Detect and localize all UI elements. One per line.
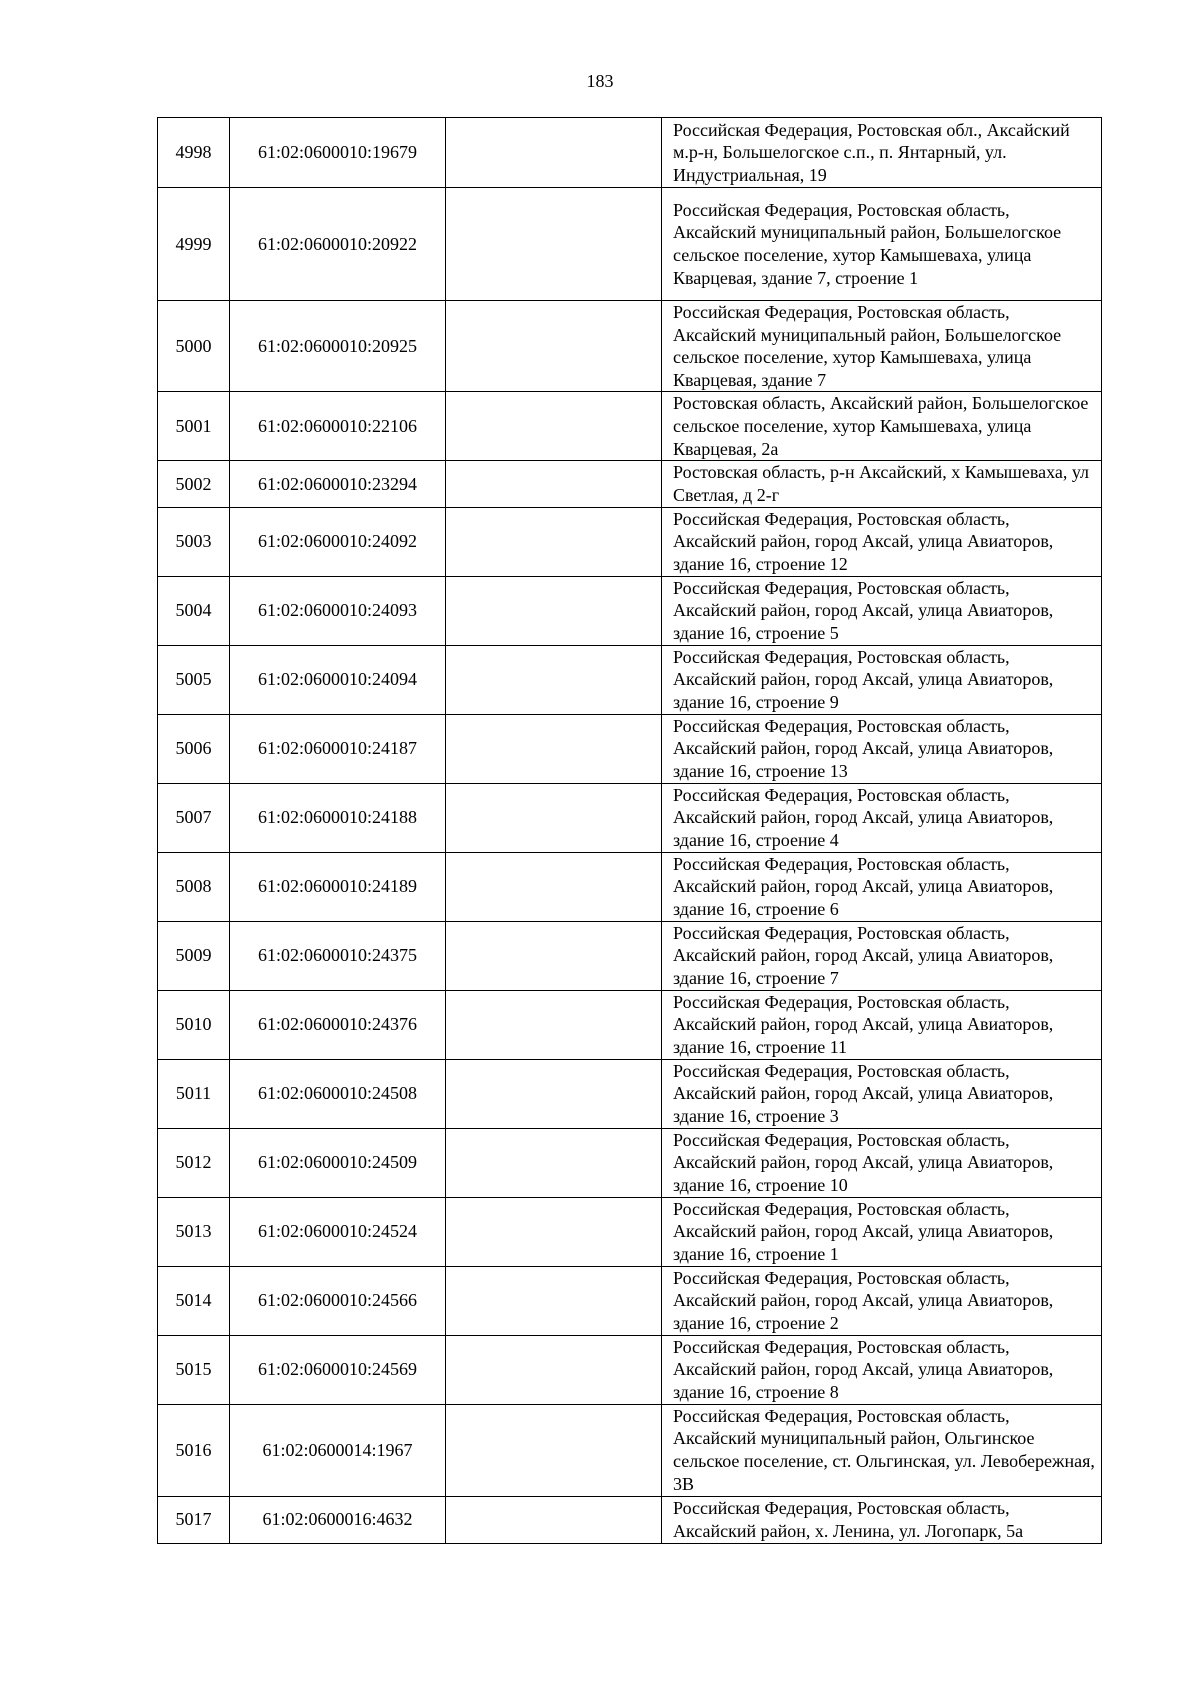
row-number-cell: 5017 (158, 1496, 230, 1543)
table-row (158, 783, 1102, 852)
cadastral-number-cell: 61:02:0600010:24375 (230, 921, 446, 990)
row-number-cell: 5014 (158, 1266, 230, 1335)
table-row (158, 852, 1102, 921)
cadastral-number-cell: 61:02:0600010:24188 (230, 783, 446, 852)
address-cell: Российская Федерация, Ростовская область, Аксайский район, город Аксай, улица Авиаторов, здание 16, строение 6 (662, 852, 1102, 921)
cadastral-number-cell: 61:02:0600010:22106 (230, 392, 446, 461)
cadastral-number-cell: 61:02:0600010:24376 (230, 990, 446, 1059)
cadastral-number-cell: 61:02:0600010:24093 (230, 576, 446, 645)
address-cell: Ростовская область, р-н Аксайский, х Камышеваха, ул Светлая, д 2-г (662, 461, 1102, 507)
row-number-cell: 5001 (158, 392, 230, 461)
cadastral-number-cell: 61:02:0600010:20922 (230, 188, 446, 301)
row-number-cell: 5007 (158, 783, 230, 852)
cadastral-number-cell: 61:02:0600010:19679 (230, 118, 446, 188)
table-row (158, 1335, 1102, 1404)
empty-cell (446, 714, 662, 783)
row-number-cell: 5010 (158, 990, 230, 1059)
table-row (158, 1128, 1102, 1197)
table-row (158, 188, 1102, 301)
cadastral-number-cell: 61:02:0600014:1967 (230, 1404, 446, 1496)
table-row (158, 118, 1102, 188)
empty-cell (446, 576, 662, 645)
empty-cell (446, 1404, 662, 1496)
empty-cell (446, 645, 662, 714)
empty-cell (446, 507, 662, 576)
empty-cell (446, 1197, 662, 1266)
row-number-cell: 5009 (158, 921, 230, 990)
address-cell: Российская Федерация, Ростовская область, Аксайский район, город Аксай, улица Авиаторов, здание 16, строение 10 (662, 1128, 1102, 1197)
table-row (158, 507, 1102, 576)
table-row (158, 301, 1102, 392)
empty-cell (446, 921, 662, 990)
cadastral-number-cell: 61:02:0600010:24189 (230, 852, 446, 921)
address-cell: Ростовская область, Аксайский район, Большелогское сельское поселение, хутор Камышеваха, улица Кварцевая, 2а (662, 392, 1102, 461)
row-number-cell: 5016 (158, 1404, 230, 1496)
address-cell: Российская Федерация, Ростовская область, Аксайский район, город Аксай, улица Авиаторов, здание 16, строение 13 (662, 714, 1102, 783)
table-row (158, 1059, 1102, 1128)
address-cell: Российская Федерация, Ростовская область, Аксайский район, город Аксай, улица Авиаторов, здание 16, строение 3 (662, 1059, 1102, 1128)
address-cell: Российская Федерация, Ростовская область, Аксайский район, город Аксай, улица Авиаторов, здание 16, строение 8 (662, 1335, 1102, 1404)
empty-cell (446, 1266, 662, 1335)
row-number-cell: 5003 (158, 507, 230, 576)
empty-cell (446, 188, 662, 301)
row-number-cell: 5008 (158, 852, 230, 921)
cadastral-number-cell: 61:02:0600010:24509 (230, 1128, 446, 1197)
row-number-cell: 5011 (158, 1059, 230, 1128)
table-row (158, 576, 1102, 645)
table-row (158, 645, 1102, 714)
empty-cell (446, 1335, 662, 1404)
cadastral-number-cell: 61:02:0600010:24566 (230, 1266, 446, 1335)
cadastral-number-cell: 61:02:0600016:4632 (230, 1496, 446, 1543)
address-cell: Российская Федерация, Ростовская область, Аксайский район, город Аксай, улица Авиаторов, здание 16, строение 5 (662, 576, 1102, 645)
table-row (158, 392, 1102, 461)
registry-table-body (158, 118, 1102, 1544)
table-row (158, 1197, 1102, 1266)
empty-cell (446, 783, 662, 852)
cadastral-number-cell: 61:02:0600010:20925 (230, 301, 446, 392)
address-cell: Российская Федерация, Ростовская область, Аксайский район, город Аксай, улица Авиаторов, здание 16, строение 2 (662, 1266, 1102, 1335)
address-cell: Российская Федерация, Ростовская область, Аксайский район, город Аксай, улица Авиаторов, здание 16, строение 1 (662, 1197, 1102, 1266)
registry-table (157, 117, 1102, 1544)
table-row (158, 990, 1102, 1059)
address-cell: Российская Федерация, Ростовская область, Аксайский район, город Аксай, улица Авиаторов, здание 16, строение 4 (662, 783, 1102, 852)
table-row (158, 921, 1102, 990)
table-row (158, 714, 1102, 783)
row-number-cell: 5004 (158, 576, 230, 645)
row-number-cell: 5000 (158, 301, 230, 392)
row-number-cell: 5002 (158, 461, 230, 507)
cadastral-number-cell: 61:02:0600010:24524 (230, 1197, 446, 1266)
cadastral-number-cell: 61:02:0600010:24094 (230, 645, 446, 714)
row-number-cell: 5005 (158, 645, 230, 714)
cadastral-number-cell: 61:02:0600010:24569 (230, 1335, 446, 1404)
address-cell: Российская Федерация, Ростовская область, Аксайский район, город Аксай, улица Авиаторов, здание 16, строение 12 (662, 507, 1102, 576)
cadastral-number-cell: 61:02:0600010:24187 (230, 714, 446, 783)
empty-cell (446, 461, 662, 507)
empty-cell (446, 1128, 662, 1197)
table-row (158, 1266, 1102, 1335)
row-number-cell: 5013 (158, 1197, 230, 1266)
empty-cell (446, 1059, 662, 1128)
row-number-cell: 5012 (158, 1128, 230, 1197)
row-number-cell: 4998 (158, 118, 230, 188)
address-cell: Российская Федерация, Ростовская область, Аксайский район, город Аксай, улица Авиаторов, здание 16, строение 9 (662, 645, 1102, 714)
cadastral-number-cell: 61:02:0600010:24092 (230, 507, 446, 576)
table-row (158, 1404, 1102, 1496)
empty-cell (446, 990, 662, 1059)
address-cell: Российская Федерация, Ростовская область, Аксайский муниципальный район, Большелогское сельское поселение, хутор Камышеваха, улица Кварцевая, здание 7 (662, 301, 1102, 392)
empty-cell (446, 1496, 662, 1543)
address-cell: Российская Федерация, Ростовская область, Аксайский муниципальный район, Большелогское сельское поселение, хутор Камышеваха, улица Кварцевая, здание 7, строение 1 (662, 188, 1102, 301)
row-number-cell: 4999 (158, 188, 230, 301)
table-row (158, 461, 1102, 507)
cadastral-number-cell: 61:02:0600010:23294 (230, 461, 446, 507)
empty-cell (446, 118, 662, 188)
address-cell: Российская Федерация, Ростовская область, Аксайский район, город Аксай, улица Авиаторов, здание 16, строение 11 (662, 990, 1102, 1059)
cadastral-number-cell: 61:02:0600010:24508 (230, 1059, 446, 1128)
address-cell: Российская Федерация, Ростовская обл., Аксайский м.р-н, Большелогское с.п., п. Янтарный, ул. Индустриальная, 19 (662, 118, 1102, 188)
address-cell: Российская Федерация, Ростовская область, Аксайский муниципальный район, Ольгинское сельское поселение, ст. Ольгинская, ул. Левобережная, 3В (662, 1404, 1102, 1496)
empty-cell (446, 392, 662, 461)
row-number-cell: 5015 (158, 1335, 230, 1404)
table-row (158, 1496, 1102, 1543)
address-cell: Российская Федерация, Ростовская область, Аксайский район, город Аксай, улица Авиаторов, здание 16, строение 7 (662, 921, 1102, 990)
page-number: 183 (586, 71, 614, 91)
empty-cell (446, 852, 662, 921)
empty-cell (446, 301, 662, 392)
row-number-cell: 5006 (158, 714, 230, 783)
address-cell: Российская Федерация, Ростовская область, Аксайский район, х. Ленина, ул. Логопарк, 5а (662, 1496, 1102, 1543)
